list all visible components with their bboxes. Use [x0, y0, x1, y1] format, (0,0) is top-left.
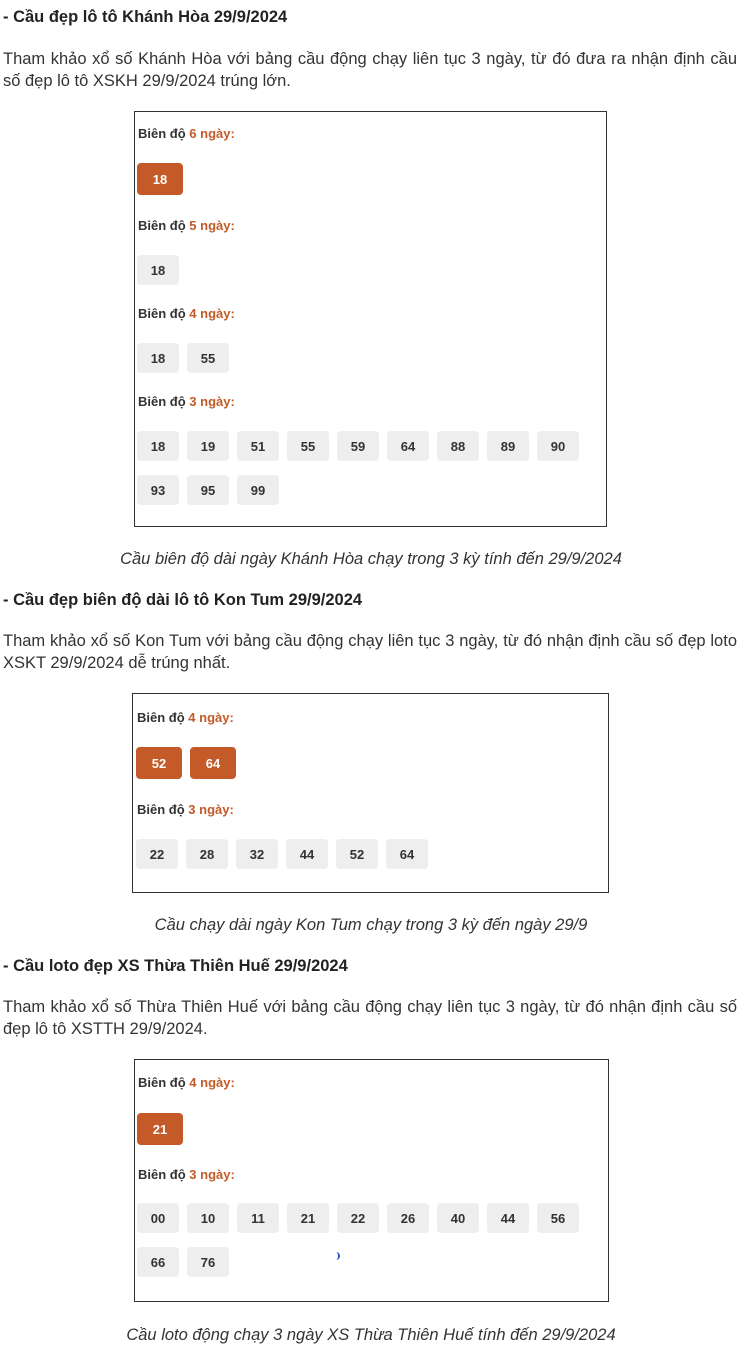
number-chip[interactable]: 18	[137, 255, 179, 285]
number-chip[interactable]: 59	[337, 431, 379, 461]
section-paragraph: Tham khảo xổ số Thừa Thiên Huế với bảng cầu động chạy liên tục 3 ngày, từ đó nhận định cầu số đẹp lô tô XSTTH 29/9/2024.	[3, 998, 737, 1038]
number-chip[interactable]: 18	[137, 431, 179, 461]
amplitude-label	[138, 1167, 235, 1182]
number-chip[interactable]: 99	[237, 475, 279, 505]
section-heading: - Cầu đẹp lô tô Khánh Hòa 29/9/2024	[3, 8, 288, 26]
amplitude-label	[137, 710, 234, 725]
section-heading: - Cầu đẹp biên độ dài lô tô Kon Tum 29/9/2024	[3, 591, 363, 609]
number-chip[interactable]: 64	[387, 431, 429, 461]
number-chip[interactable]: 21	[287, 1203, 329, 1233]
number-chip[interactable]: 89	[487, 431, 529, 461]
amplitude-days: 5 ngày:	[189, 218, 235, 233]
amplitude-label	[138, 394, 235, 409]
section-heading: - Cầu loto đẹp XS Thừa Thiên Huế 29/9/2024	[3, 957, 348, 975]
number-chip[interactable]: 10	[187, 1203, 229, 1233]
loading-spinner-icon	[332, 1252, 340, 1260]
number-chip[interactable]: 88	[437, 431, 479, 461]
number-chip[interactable]: 22	[136, 839, 178, 869]
amplitude-label	[138, 1075, 235, 1090]
amplitude-label-text: Biên độ	[138, 218, 186, 233]
amplitude-label-text: Biên độ	[138, 306, 186, 321]
amplitude-days: 4 ngày:	[189, 306, 235, 321]
number-chip[interactable]: 18	[137, 343, 179, 373]
number-chip[interactable]: 51	[237, 431, 279, 461]
grid-caption: Cầu chạy dài ngày Kon Tum chạy trong 3 kỳ đến ngày 29/9	[154, 916, 588, 934]
number-chip[interactable]: 26	[387, 1203, 429, 1233]
number-chip[interactable]: 93	[137, 475, 179, 505]
amplitude-label-text: Biên độ	[138, 1075, 186, 1090]
number-chip[interactable]: 55	[187, 343, 229, 373]
amplitude-label	[138, 126, 235, 141]
number-chip[interactable]: 76	[187, 1247, 229, 1277]
section-paragraph: Tham khảo xổ số Khánh Hòa với bảng cầu động chạy liên tục 3 ngày, từ đó đưa ra nhận định cầu số đẹp lô tô XSKH 29/9/2024 trúng lớn.	[3, 50, 737, 90]
amplitude-days: 3 ngày:	[188, 802, 234, 817]
amplitude-days: 3 ngày:	[189, 1167, 235, 1182]
highlighted-number-chip[interactable]: 18	[137, 163, 183, 195]
section-paragraph: Tham khảo xổ số Kon Tum với bảng cầu động chạy liên tục 3 ngày, từ đó nhận định cầu số đẹp loto XSKT 29/9/2024 dễ trúng nhất.	[3, 632, 737, 672]
amplitude-label-text: Biên độ	[138, 394, 186, 409]
number-grid-box	[134, 111, 607, 527]
number-grid-box	[134, 1059, 609, 1302]
number-chip[interactable]: 32	[236, 839, 278, 869]
number-chip[interactable]: 22	[337, 1203, 379, 1233]
amplitude-label-text: Biên độ	[137, 710, 185, 725]
number-chip[interactable]: 44	[286, 839, 328, 869]
highlighted-number-chip[interactable]: 21	[137, 1113, 183, 1145]
amplitude-label-text: Biên độ	[138, 126, 186, 141]
amplitude-days: 6 ngày:	[189, 126, 235, 141]
grid-caption: Cầu loto động chạy 3 ngày XS Thừa Thiên Huế tính đến 29/9/2024	[126, 1326, 616, 1344]
number-chip[interactable]: 00	[137, 1203, 179, 1233]
number-chip[interactable]: 66	[137, 1247, 179, 1277]
number-chip[interactable]: 40	[437, 1203, 479, 1233]
amplitude-label-text: Biên độ	[138, 1167, 186, 1182]
highlighted-number-chip[interactable]: 64	[190, 747, 236, 779]
amplitude-days: 3 ngày:	[189, 394, 235, 409]
amplitude-days: 4 ngày:	[188, 710, 234, 725]
number-chip[interactable]: 64	[386, 839, 428, 869]
amplitude-label	[137, 802, 234, 817]
grid-caption: Cầu biên độ dài ngày Khánh Hòa chạy trong 3 kỳ tính đến 29/9/2024	[120, 550, 622, 568]
number-chip[interactable]: 19	[187, 431, 229, 461]
amplitude-days: 4 ngày:	[189, 1075, 235, 1090]
number-chip[interactable]: 90	[537, 431, 579, 461]
number-chip[interactable]: 28	[186, 839, 228, 869]
amplitude-label	[138, 218, 235, 233]
highlighted-number-chip[interactable]: 52	[136, 747, 182, 779]
amplitude-label	[138, 306, 235, 321]
number-chip[interactable]: 95	[187, 475, 229, 505]
amplitude-label-text: Biên độ	[137, 802, 185, 817]
number-chip[interactable]: 52	[336, 839, 378, 869]
number-chip[interactable]: 56	[537, 1203, 579, 1233]
number-chip[interactable]: 44	[487, 1203, 529, 1233]
number-chip[interactable]: 55	[287, 431, 329, 461]
number-chip[interactable]: 11	[237, 1203, 279, 1233]
number-grid-box	[132, 693, 609, 893]
